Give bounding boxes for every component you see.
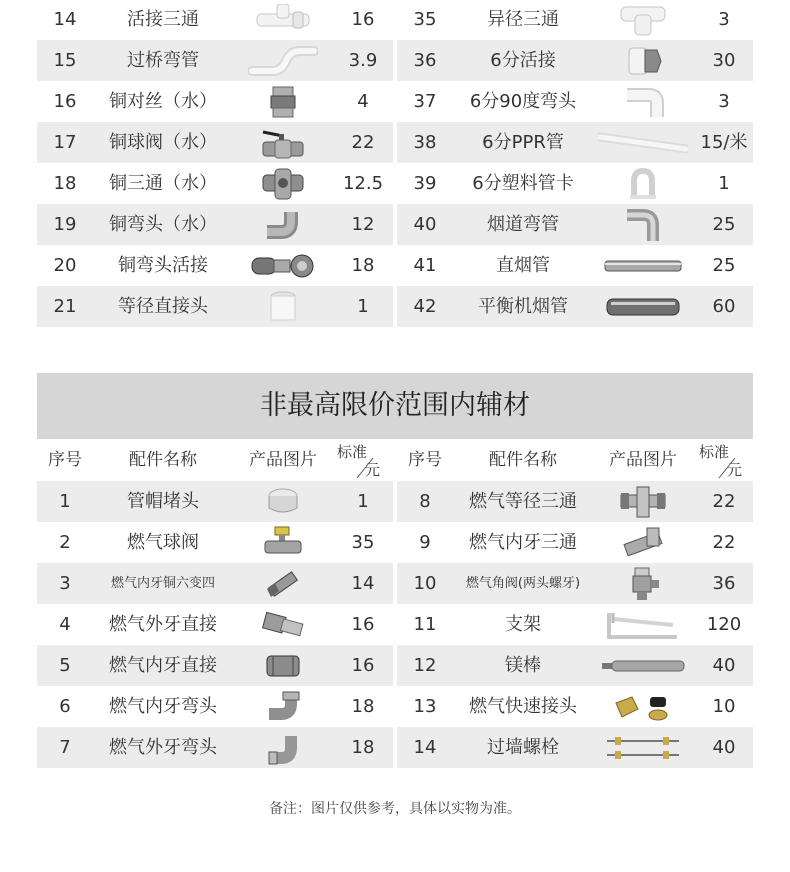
- female-coupling-icon: [233, 645, 333, 686]
- item-name: 6分90度弯头: [469, 91, 577, 112]
- item-number: 41: [413, 255, 437, 276]
- right-item: [397, 727, 753, 768]
- item-name: 铜三通（水）: [109, 173, 217, 194]
- right-item: [397, 40, 753, 81]
- reducing-tee-icon: [593, 0, 693, 40]
- brass-tee-icon: [233, 163, 333, 204]
- left-item: [37, 122, 393, 163]
- table-row: [37, 686, 753, 727]
- pipe-clip-icon: [593, 163, 693, 204]
- item-number: 40: [413, 214, 437, 235]
- item-price: 36: [712, 573, 736, 594]
- table-row: [37, 40, 753, 81]
- item-name: 烟道弯管: [487, 214, 559, 235]
- item-name: 支架: [505, 614, 541, 635]
- item-name: 燃气内牙直接: [109, 655, 217, 676]
- right-item: [397, 645, 753, 686]
- item-price: 16: [351, 9, 375, 30]
- item-number: 5: [59, 655, 71, 676]
- ppr-pipe-icon: [593, 122, 693, 163]
- item-price: 12: [351, 214, 375, 235]
- left-item: [37, 81, 393, 122]
- item-number: 20: [53, 255, 77, 276]
- wall-bolt-icon: [593, 727, 693, 768]
- table-row: [37, 604, 753, 645]
- item-number: 14: [413, 737, 437, 758]
- right-item: [397, 245, 753, 286]
- item-price: 3: [718, 9, 730, 30]
- table-row: [37, 522, 753, 563]
- item-name: 燃气外牙直接: [109, 614, 217, 635]
- left-item: [37, 645, 393, 686]
- item-number: 2: [59, 532, 71, 553]
- right-header: [397, 441, 753, 482]
- item-price: 40: [712, 737, 736, 758]
- item-price: 25: [712, 255, 736, 276]
- auxiliary-parts-table: [37, 481, 753, 768]
- header-unit: [333, 443, 393, 479]
- header-number: 序号: [408, 450, 442, 470]
- left-item: [37, 204, 393, 245]
- item-price: 4: [357, 91, 369, 112]
- item-name: 燃气等径三通: [469, 491, 577, 512]
- left-item: [37, 522, 393, 563]
- header-name: 配件名称: [129, 450, 197, 470]
- item-number: 19: [53, 214, 77, 235]
- left-item: [37, 686, 393, 727]
- item-name: 6分塑料管卡: [472, 173, 574, 194]
- item-name: 燃气内牙弯头: [109, 696, 217, 717]
- union-fitting-icon: [593, 40, 693, 81]
- coupling-icon: [233, 286, 333, 327]
- footnote: 备注：图片仅供参考，具体以实物为准。: [269, 801, 521, 817]
- item-name: 等径直接头: [118, 296, 208, 317]
- item-price: 12.5: [342, 173, 384, 194]
- table-row: [37, 563, 753, 604]
- right-item: [397, 204, 753, 245]
- item-price: 22: [712, 532, 736, 553]
- item-price: 1: [357, 491, 369, 512]
- balanced-flue-icon: [593, 286, 693, 327]
- male-coupling-icon: [233, 604, 333, 645]
- header-unit-top: 标准: [699, 443, 730, 461]
- item-number: 13: [413, 696, 437, 717]
- item-price: 15/米: [700, 132, 748, 153]
- item-name: 镁棒: [505, 655, 541, 676]
- item-name: 平衡机烟管: [478, 296, 568, 317]
- item-number: 11: [413, 614, 437, 635]
- item-name: 直烟管: [496, 255, 550, 276]
- item-price: 10: [712, 696, 736, 717]
- item-name: 活接三通: [127, 9, 199, 30]
- item-price: 1: [718, 173, 730, 194]
- item-name: 燃气内牙三通: [469, 532, 577, 553]
- gas-ball-valve-icon: [233, 522, 333, 563]
- item-name: 燃气外牙弯头: [109, 737, 217, 758]
- table-row: [37, 645, 753, 686]
- item-name: 6分活接: [490, 50, 556, 71]
- left-item: [37, 481, 393, 522]
- item-number: 37: [413, 91, 437, 112]
- left-item: [37, 286, 393, 327]
- bracket-icon: [593, 604, 693, 645]
- left-item: [37, 40, 393, 81]
- item-number: 18: [53, 173, 77, 194]
- elbow-90-icon: [593, 81, 693, 122]
- item-price: 35: [351, 532, 375, 553]
- right-item: [397, 481, 753, 522]
- right-item: [397, 522, 753, 563]
- item-price: 3: [718, 91, 730, 112]
- table-row: [37, 81, 753, 122]
- right-item: [397, 0, 753, 40]
- item-name: 过桥弯管: [127, 50, 199, 71]
- item-price: 1: [357, 296, 369, 317]
- header-name: 配件名称: [489, 450, 557, 470]
- item-price: 16: [351, 614, 375, 635]
- item-name: 管帽堵头: [127, 491, 199, 512]
- crossover-bend-icon: [233, 40, 333, 81]
- item-price: 18: [351, 696, 375, 717]
- item-price: 3.9: [348, 50, 378, 71]
- item-number: 3: [59, 573, 71, 594]
- flue-bend-icon: [593, 204, 693, 245]
- item-name: 燃气快速接头: [469, 696, 577, 717]
- item-number: 14: [53, 9, 77, 30]
- item-price: 40: [712, 655, 736, 676]
- left-header: [37, 441, 393, 482]
- item-price: 30: [712, 50, 736, 71]
- straight-flue-icon: [593, 245, 693, 286]
- header-unit-bottom: 元: [727, 461, 743, 479]
- header-image: 产品图片: [609, 450, 677, 470]
- hex-reducer-icon: [233, 563, 333, 604]
- left-item: [37, 163, 393, 204]
- brass-elbow-icon: [233, 204, 333, 245]
- item-number: 15: [53, 50, 77, 71]
- right-item: [397, 122, 753, 163]
- left-item: [37, 604, 393, 645]
- right-item: [397, 563, 753, 604]
- item-name: 燃气球阀: [127, 532, 199, 553]
- table-row: [37, 122, 753, 163]
- item-number: 8: [419, 491, 431, 512]
- item-name: 过墙螺栓: [487, 737, 559, 758]
- table-row: [37, 481, 753, 522]
- item-price: 18: [351, 255, 375, 276]
- item-name: 铜球阀（水）: [109, 132, 217, 153]
- item-price: 120: [706, 614, 742, 635]
- table-row: [37, 0, 753, 40]
- header-number: 序号: [48, 450, 82, 470]
- left-item: [37, 0, 393, 40]
- elbow-union-icon: [233, 245, 333, 286]
- quick-connector-icon: [593, 686, 693, 727]
- item-name: 6分PPR管: [482, 132, 564, 153]
- left-item: [37, 563, 393, 604]
- item-number: 42: [413, 296, 437, 317]
- item-number: 1: [59, 491, 71, 512]
- item-price: 18: [351, 737, 375, 758]
- magnesium-rod-icon: [593, 645, 693, 686]
- item-number: 16: [53, 91, 77, 112]
- item-price: 60: [712, 296, 736, 317]
- item-number: 12: [413, 655, 437, 676]
- right-item: [397, 604, 753, 645]
- table-row: [37, 204, 753, 245]
- item-name: 燃气内牙铜六变四: [110, 576, 215, 591]
- header-unit: [695, 443, 753, 479]
- item-price: 25: [712, 214, 736, 235]
- table-row: [37, 163, 753, 204]
- header-unit-top: 标准: [337, 443, 368, 461]
- header-unit-bottom: 元: [365, 461, 381, 479]
- item-price: 22: [712, 491, 736, 512]
- item-number: 38: [413, 132, 437, 153]
- item-number: 35: [413, 9, 437, 30]
- gas-female-tee-icon: [593, 522, 693, 563]
- item-name: 铜弯头活接: [118, 255, 208, 276]
- item-price: 22: [351, 132, 375, 153]
- item-number: 39: [413, 173, 437, 194]
- left-item: [37, 727, 393, 768]
- table-header: [37, 441, 753, 480]
- angle-valve-icon: [593, 563, 693, 604]
- item-number: 7: [59, 737, 71, 758]
- brass-nipple-icon: [233, 81, 333, 122]
- female-elbow-icon: [233, 686, 333, 727]
- left-item: [37, 245, 393, 286]
- gas-tee-icon: [593, 481, 693, 522]
- item-number: 21: [53, 296, 77, 317]
- male-elbow-icon: [233, 727, 333, 768]
- section-title: 非最高限价范围内辅材: [37, 373, 753, 439]
- top-parts-table: [37, 0, 753, 327]
- item-price: 16: [351, 655, 375, 676]
- item-name: 燃气角阀(两头螺牙): [465, 576, 581, 591]
- item-number: 9: [419, 532, 431, 553]
- ball-valve-icon: [233, 122, 333, 163]
- right-item: [397, 686, 753, 727]
- header-image: 产品图片: [249, 450, 317, 470]
- right-item: [397, 286, 753, 327]
- table-row: [37, 245, 753, 286]
- item-price: 14: [351, 573, 375, 594]
- table-row: [37, 286, 753, 327]
- right-item: [397, 81, 753, 122]
- item-name: 异径三通: [487, 9, 559, 30]
- pipe-cap-icon: [233, 481, 333, 522]
- item-name: 铜弯头（水）: [109, 214, 217, 235]
- item-number: 6: [59, 696, 71, 717]
- table-row: [37, 727, 753, 768]
- item-number: 10: [413, 573, 437, 594]
- item-number: 36: [413, 50, 437, 71]
- item-name: 铜对丝（水）: [109, 91, 217, 112]
- right-item: [397, 163, 753, 204]
- pvc-union-tee-icon: [233, 0, 333, 40]
- item-number: 4: [59, 614, 71, 635]
- item-number: 17: [53, 132, 77, 153]
